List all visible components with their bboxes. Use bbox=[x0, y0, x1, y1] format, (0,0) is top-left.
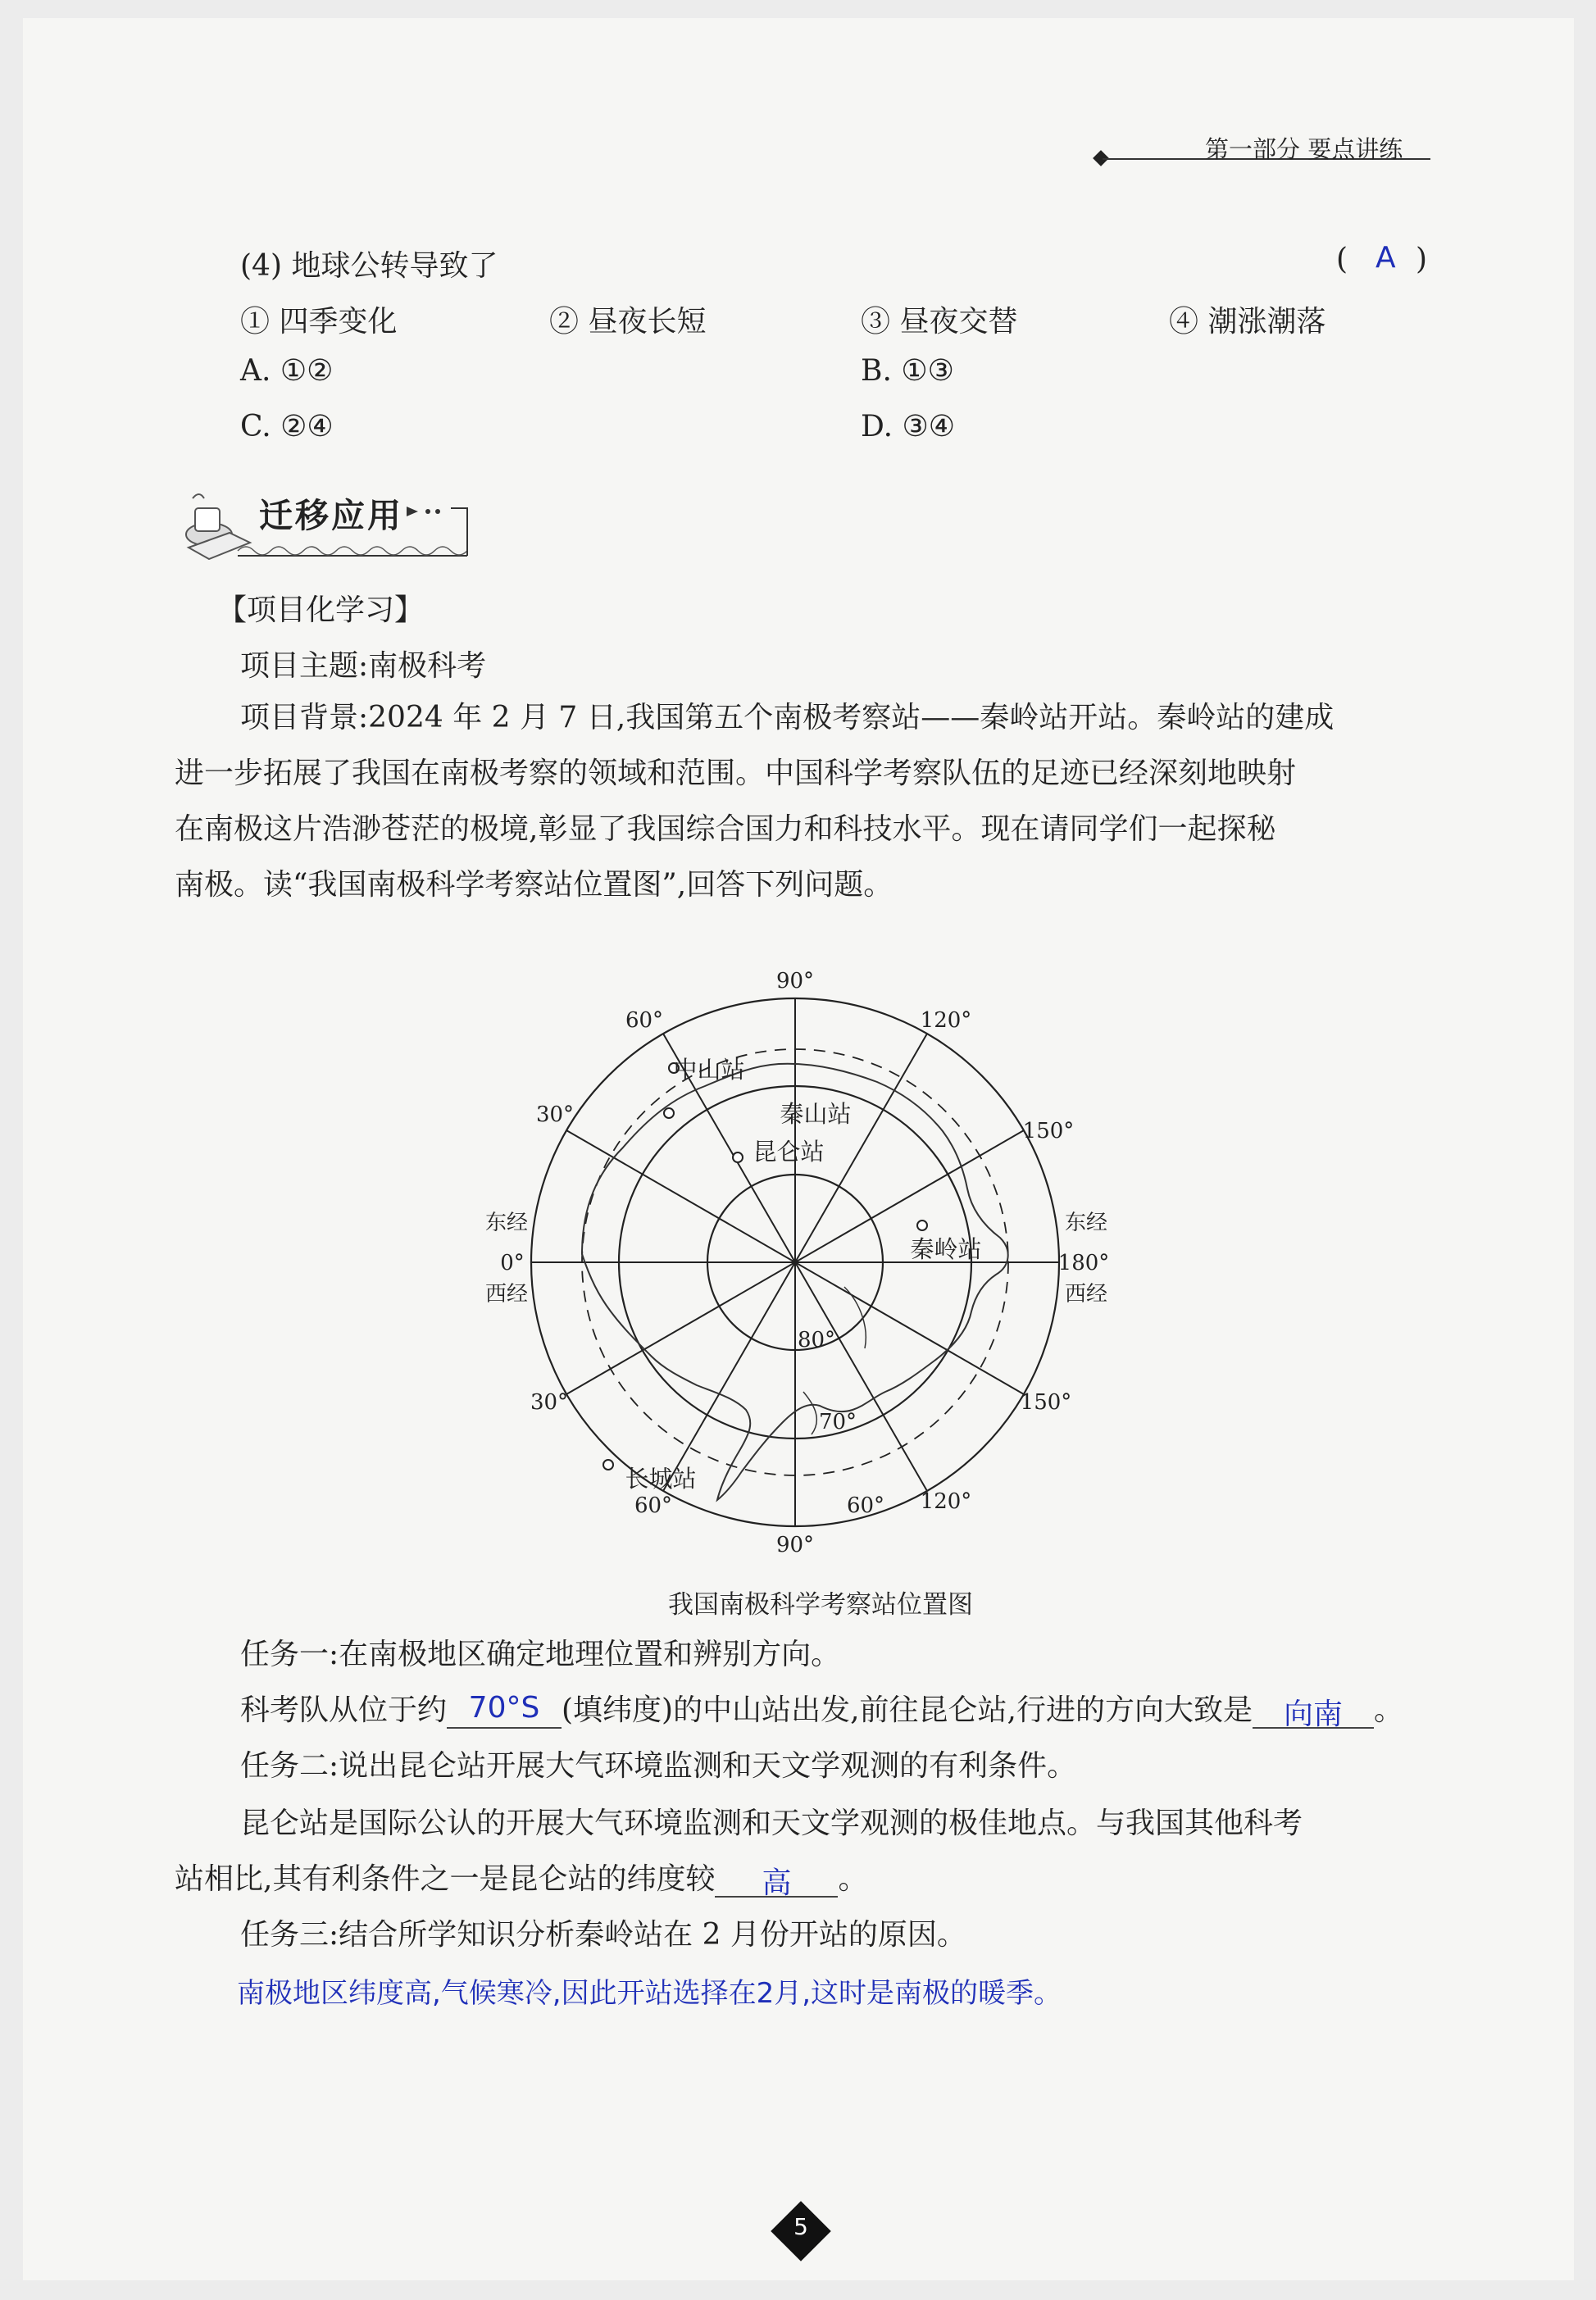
lon-label-30-bottom: 30° bbox=[530, 1390, 569, 1415]
task-3-answer: 南极地区纬度高,气候寒冷,因此开站选择在2月,这时是南极的暖季。 bbox=[237, 1977, 1062, 2010]
background-line-2: 进一步拓展了我国在南极考察的领域和范围。中国科学考察队伍的足迹已经深刻地映射 bbox=[175, 757, 1297, 790]
kunlun-station-marker bbox=[733, 1152, 743, 1162]
lon-label-120-bottom: 120° bbox=[920, 1489, 972, 1514]
taishan-station-marker bbox=[664, 1108, 674, 1118]
task-2-line-1: 昆仑站是国际公认的开展大气环境监测和天文学观测的极佳地点。与我国其他科考 bbox=[240, 1807, 1303, 1840]
zhongshan-station-label: 中山站 bbox=[673, 1056, 745, 1084]
background-line-4: 南极。读“我国南极科学考察站位置图”,回答下列问题。 bbox=[175, 868, 893, 902]
question-4-answer: A bbox=[1375, 241, 1396, 275]
lon-label-120-top: 120° bbox=[920, 1008, 972, 1033]
section-header: 第一部分 要点讲练 bbox=[1205, 135, 1403, 163]
lon-label-150-top: 150° bbox=[1022, 1119, 1075, 1143]
answer-paren-open: ( bbox=[1336, 243, 1348, 276]
lon-label-0: 0° bbox=[500, 1251, 525, 1275]
lon-label-90-top: 90° bbox=[775, 969, 815, 993]
station-markers bbox=[603, 1063, 927, 1470]
item-2: ② 昼夜长短 bbox=[549, 305, 707, 339]
project-background bbox=[175, 690, 1429, 913]
changcheng-station-marker bbox=[603, 1460, 613, 1470]
task-2-text-a: 站相比,其有利条件之一是昆仑站的纬度较 bbox=[175, 1862, 716, 1896]
question-4-stem: (4) 地球公转导致了 bbox=[240, 249, 498, 283]
changcheng-station-label: 长城站 bbox=[625, 1465, 697, 1493]
option-b: B. ①③ bbox=[861, 354, 954, 388]
direction-blank[interactable]: 向南 bbox=[1253, 1691, 1374, 1729]
task-1-line bbox=[240, 1687, 1403, 1729]
task-1-title: 任务一:在南极地区确定地理位置和辨别方向。 bbox=[240, 1638, 841, 1671]
lat-label-70: 70° bbox=[818, 1410, 857, 1434]
option-c: C. ②④ bbox=[240, 410, 334, 443]
west-longitude-left-label: 西经 bbox=[484, 1282, 529, 1307]
lon-label-90-bottom: 90° bbox=[775, 1533, 815, 1557]
qinling-station-label: 秦岭站 bbox=[910, 1235, 982, 1263]
item-1: ① 四季变化 bbox=[240, 305, 398, 339]
east-longitude-left-label: 东经 bbox=[484, 1211, 529, 1235]
page-number: 5 bbox=[793, 2213, 808, 2240]
qinling-station-marker bbox=[917, 1220, 927, 1230]
lon-label-180: 180° bbox=[1057, 1251, 1110, 1275]
antarctica-station-map bbox=[459, 943, 1131, 1574]
banner-title: 迁移应用 bbox=[259, 496, 403, 535]
taishan-station-label: 秦山站 bbox=[780, 1100, 852, 1128]
option-d: D. ③④ bbox=[861, 410, 956, 443]
task-2-title: 任务二:说出昆仑站开展大气环境监测和天文学观测的有利条件。 bbox=[240, 1749, 1077, 1783]
project-heading: 【项目化学习】 bbox=[217, 593, 425, 627]
task-2-line-2 bbox=[175, 1856, 867, 1898]
latitude-height-blank[interactable]: 高 bbox=[715, 1860, 838, 1898]
background-line-3: 在南极这片浩渺苍茫的极境,彰显了我国综合国力和科技水平。现在请同学们一起探秘 bbox=[175, 812, 1276, 846]
task-2-text-c: 。 bbox=[838, 1862, 868, 1896]
answer-paren-close: ) bbox=[1416, 243, 1428, 276]
project-theme: 项目主题:南极科考 bbox=[240, 649, 487, 683]
lat-label-80: 80° bbox=[797, 1328, 836, 1352]
lon-label-60-top: 60° bbox=[625, 1008, 664, 1033]
task-1-text-a: 科考队从位于约 bbox=[240, 1693, 448, 1727]
lon-label-60-bottom: 60° bbox=[634, 1493, 673, 1518]
task-1-text-b: (填纬度)的中山站出发,前往昆仑站,行进的方向大致是 bbox=[562, 1693, 1253, 1727]
lon-label-30-top: 30° bbox=[535, 1102, 575, 1127]
lat-label-60: 60° bbox=[846, 1493, 885, 1518]
option-a: A. ①② bbox=[240, 354, 334, 388]
east-longitude-right-label: 东经 bbox=[1064, 1211, 1108, 1235]
lon-label-150-bottom: 150° bbox=[1020, 1390, 1072, 1415]
map-caption: 我国南极科学考察站位置图 bbox=[668, 1590, 973, 1620]
task-1-text-c: 。 bbox=[1374, 1693, 1404, 1727]
task-3-title: 任务三:结合所学知识分析秦岭站在 2 月份开站的原因。 bbox=[240, 1918, 966, 1952]
west-longitude-right-label: 西经 bbox=[1064, 1282, 1108, 1307]
item-3: ③ 昼夜交替 bbox=[861, 305, 1018, 339]
kunlun-station-label: 昆仑站 bbox=[753, 1138, 825, 1166]
latitude-blank[interactable]: 70°S bbox=[447, 1691, 562, 1729]
item-4: ④ 潮涨潮落 bbox=[1169, 305, 1326, 339]
background-line-1: 项目背景:2024 年 2 月 7 日,我国第五个南极考察站——秦岭站开站。秦岭站的建成 bbox=[240, 701, 1335, 734]
